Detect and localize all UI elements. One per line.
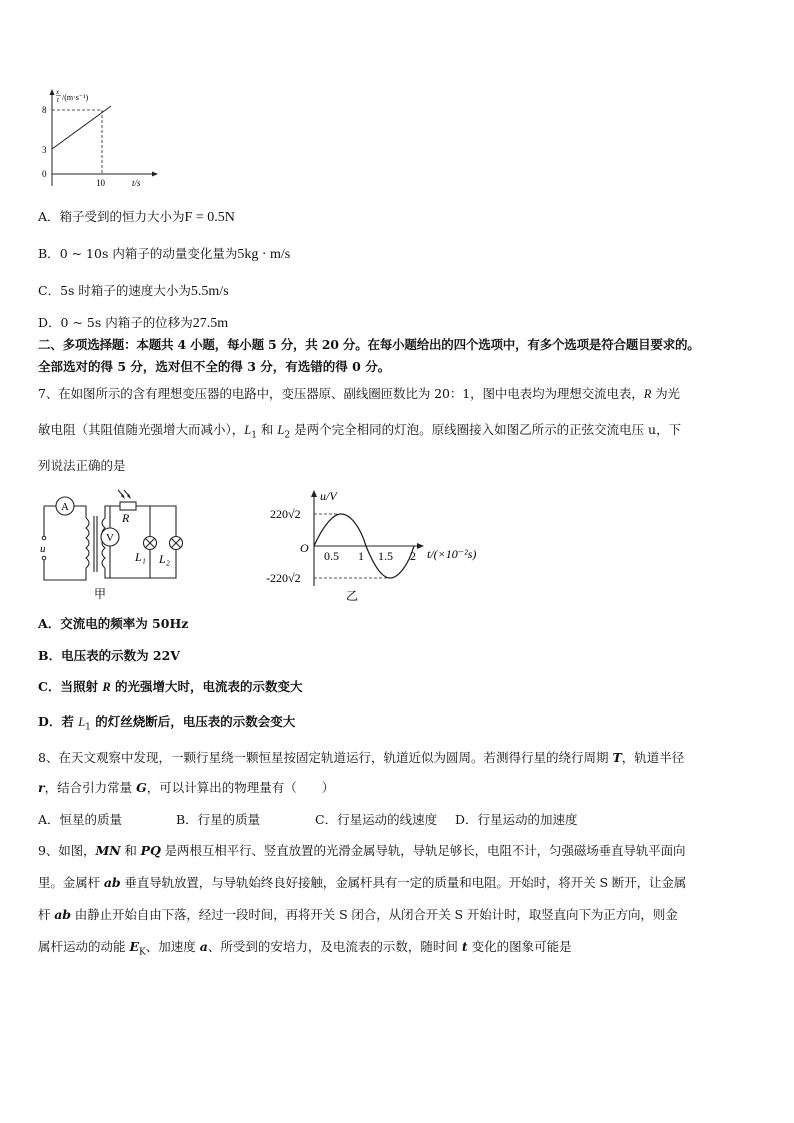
x-axis-arrow [152,172,158,177]
wave-y-arrow [311,490,317,497]
q8-option-b: B．行星的质量 [176,812,261,827]
wave-xtick-2: 2 [410,549,416,563]
ammeter [56,497,74,515]
q7-line1: 7、在如图所示的含有理想变压器的电路中，变压器原、副线圈匝数比为 20：1，图中电表均为理想交流电表，R 为光 [38,386,680,401]
y-tick-0: 0 [42,169,47,179]
q8-option-a: A．恒星的质量 [38,812,123,827]
wave-ymax: 220√2 [270,507,301,521]
q6-option-b: B．0 ~ 10s 内箱子的动量变化量为5kg · m/s [38,246,291,262]
wave-caption: 乙 [346,589,359,603]
wave-x-arrow [417,543,424,549]
x-tick-10: 10 [96,178,105,188]
ylabel-num: x [56,88,60,96]
ylabel-den: t [57,96,59,104]
q9-line1: 9、如图，MN 和 PQ 是两根互相平行、竖直放置的光滑金属导轨，导轨足够长，电阻不计，匀强磁场垂直导轨平面向 [38,843,686,858]
primary-coil [86,518,89,568]
wave-xtick-0.5: 0.5 [324,549,339,563]
wave-xtick-1: 1 [358,549,364,563]
ylabel-unit: /(m·s⁻¹) [62,93,89,102]
q9-line4: 属杆运动的动能 $E_K$、加速度 a、所受到的安培力，及电流表的示数，随时间 t 变化的图象可能是 [38,939,572,958]
y-axis-arrow [50,89,55,95]
q6-option-d: D．0 ~ 5s 内箱子的位移为27.5m [38,315,229,331]
voltmeter [101,528,119,546]
q7-line2: 敏电阻（其阻值随光强增大而减小），$L_1$ 和 $L_2$ 是两个完全相同的灯泡。原线圈接入如图乙所示的正弦交流电压 u，下 [38,422,682,441]
velocity-time-graph [20,86,160,192]
primary-circuit-wire [44,506,86,580]
section2-line1: 二、多项选择题：本题共 4 小题，每小题 5 分，共 20 分。在每小题给出的四个选项中，有多个选项是符合题目要求的。 [38,337,700,352]
voltmeter-label: V [106,532,114,544]
ammeter-label: A [61,501,69,513]
source-label: u [40,543,46,555]
lamp-2 [170,537,183,550]
lamp1-label: L₁ [135,550,146,564]
circuit-diagram [38,488,188,604]
wave-ymin: -220√2 [266,571,301,585]
q7-option-c: C．当照射 R 的光强增大时，电流表的示数变大 [38,679,303,694]
resistor-body [120,502,136,510]
q9-line2: 里。金属杆 ab 垂直导轨放置，与导轨始终良好接触，金属杆具有一定的质量和电阻。开始时，将开关 S 断开，让金属 [38,875,687,890]
wave-xtick-1.5: 1.5 [378,549,393,563]
voltage-waveform [262,486,512,604]
q7-option-b: B．电压表的示数为 22V [38,648,181,663]
circuit-caption: 甲 [94,587,107,601]
q9-line3: 杆 ab 由静止开始自由下落，经过一段时间，再将开关 S 闭合，从闭合开关 S 开始计时，取竖直向下为正方向，则金 [38,907,678,922]
resistor-label: R [122,511,130,525]
q7-option-a: A．交流电的频率为 50Hz [38,616,189,631]
wave-ylabel: u/V [320,489,337,503]
q7-option-d: D．若 $L_1$ 的灯丝烧断后，电压表的示数会变大 [38,714,296,733]
y-tick-3: 3 [42,145,47,155]
ac-source [40,536,46,560]
section2-line2: 全部选对的得 5 分，选对但不全的得 3 分，有选错的得 0 分。 [38,359,391,374]
q8-line2: r，结合引力常量 G，可以计算出的物理量有（ ） [38,780,335,795]
q8-line1: 8、在天文观察中发现，一颗行星绕一颗恒星按固定轨道运行，轨道近似为圆周。若测得行星的绕行周期 T，轨道半径 [38,750,685,765]
q8-option-d: D．行星运动的加速度 [455,812,578,827]
lamp2-label: L₂ [159,552,170,566]
wave-origin: O [300,541,309,555]
y-tick-8: 8 [42,105,47,115]
wave-xlabel: t/(×10⁻²s) [427,547,477,561]
q6-option-a: A．箱子受到的恒力大小为F = 0.5N [38,209,235,225]
x-axis-label: t/s [132,178,141,188]
lamp-1 [144,537,157,550]
q6-option-c: C．5s 时箱子的速度大小为5.5m/s [38,283,229,299]
q8-option-c: C．行星运动的线速度 [315,812,438,827]
q7-line3: 列说法正确的是 [38,458,126,473]
